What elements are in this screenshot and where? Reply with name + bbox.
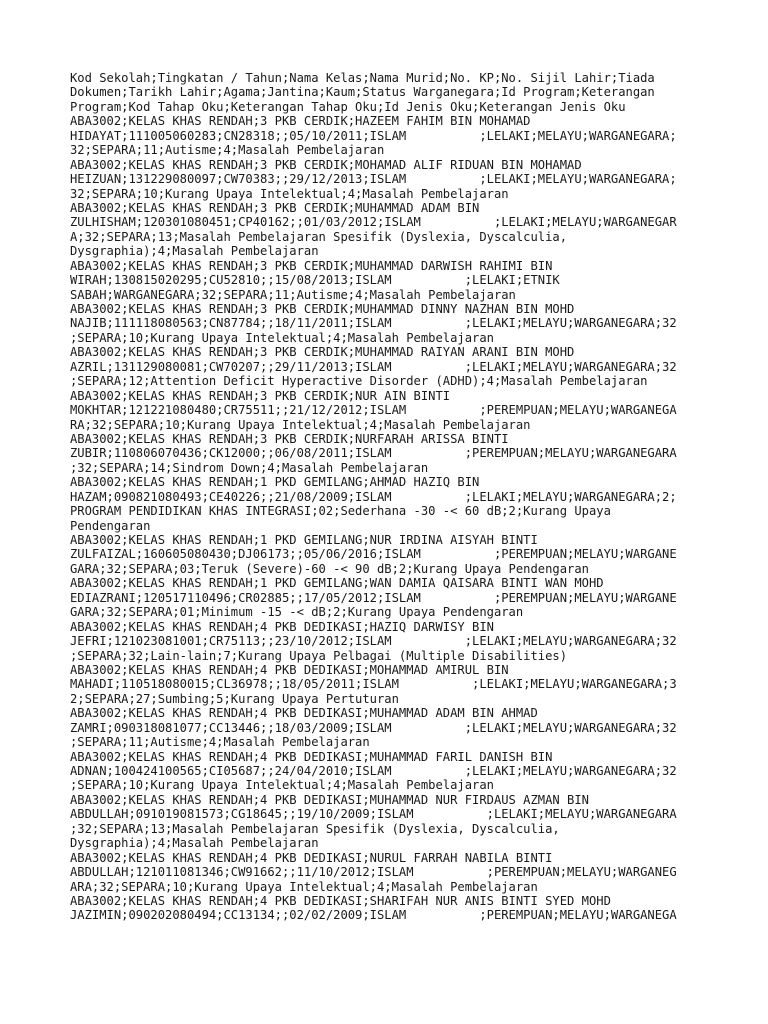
text-line: ;SEPARA;10;Kurang Upaya Intelektual;4;Masalah Pembelajaran — [70, 330, 494, 345]
text-line: ABA3002;KELAS KHAS RENDAH;3 PKB CERDIK;MOHAMAD ALIF RIDUAN BIN MOHAMAD — [70, 157, 582, 172]
text-line: ABA3002;KELAS KHAS RENDAH;4 PKB DEDIKASI;HAZIQ DARWISY BIN — [70, 619, 494, 634]
text-line: ABA3002;KELAS KHAS RENDAH;4 PKB DEDIKASI;SHARIFAH NUR ANIS BINTI SYED MOHD — [70, 893, 611, 908]
text-line: JAZIMIN;090202080494;CC13134;;02/02/2009;ISLAM ;PEREMPUAN;MELAYU;WARGANEGA — [70, 908, 677, 923]
text-line: ABDULLAH;121011081346;CW91662;;11/10/2012;ISLAM ;PEREMPUAN;MELAYU;WARGANEG — [70, 865, 677, 880]
text-line: Dysgraphia);4;Masalah Pembelajaran — [70, 836, 319, 851]
text-line: ABA3002;KELAS KHAS RENDAH;1 PKD GEMILANG;AHMAD HAZIQ BIN — [70, 475, 480, 490]
text-line: ;SEPARA;32;Lain-lain;7;Kurang Upaya Pelbagai (Multiple Disabilities) — [70, 648, 568, 663]
text-line: ABA3002;KELAS KHAS RENDAH;1 PKD GEMILANG;NUR IRDINA AISYAH BINTI — [70, 533, 538, 547]
text-line: ABA3002;KELAS KHAS RENDAH;3 PKB CERDIK;MUHAMMAD DINNY NAZHAN BIN MOHD — [70, 302, 575, 316]
text-line: EDIAZRANI;120517110496;CR02885;;17/05/2012;ISLAM ;PEREMPUAN;MELAYU;WARGANE — [70, 590, 677, 605]
text-line: AZRIL;131129080081;CW70207;;29/11/2013;ISLAM ;LELAKI;MELAYU;WARGANEGARA;32 — [70, 359, 677, 374]
text-line: ADNAN;100424100565;CI05687;;24/04/2010;ISLAM ;LELAKI;MELAYU;WARGANEGARA;32 — [70, 764, 677, 778]
text-line: ;SEPARA;10;Kurang Upaya Intelektual;4;Masalah Pembelajaran — [70, 778, 494, 793]
text-line: ;SEPARA;11;Autisme;4;Masalah Pembelajaran — [70, 735, 370, 750]
text-line: ABA3002;KELAS KHAS RENDAH;1 PKD GEMILANG;WAN DAMIA QAISARA BINTI WAN MOHD — [70, 576, 604, 591]
text-line: ;32;SEPARA;14;Sindrom Down;4;Masalah Pembelajaran — [70, 460, 429, 475]
text-line: A;32;SEPARA;13;Masalah Pembelajaran Spesifik (Dyslexia, Dyscalculia, — [70, 229, 568, 244]
text-line: Dokumen;Tarikh Lahir;Agama;Jantina;Kaum;Status Warganegara;Id Program;Keterangan — [70, 85, 655, 100]
text-line: ABA3002;KELAS KHAS RENDAH;3 PKB CERDIK;NURFARAH ARISSA BINTI — [70, 431, 509, 446]
text-line: ABA3002;KELAS KHAS RENDAH;4 PKB DEDIKASI;NURUL FARRAH NABILA BINTI — [70, 850, 553, 865]
text-line: ABA3002;KELAS KHAS RENDAH;4 PKB DEDIKASI;MUHAMMAD ADAM BIN AHMAD — [70, 706, 538, 721]
text-line: ZAMRI;090318081077;CC13446;;18/03/2009;ISLAM ;LELAKI;MELAYU;WARGANEGARA;32 — [70, 720, 677, 735]
text-line: ABA3002;KELAS KHAS RENDAH;4 PKB DEDIKASI;MUHAMMAD FARIL DANISH BIN — [70, 749, 553, 764]
text-line: ABA3002;KELAS KHAS RENDAH;3 PKB CERDIK;MUHAMMAD DARWISH RAHIMI BIN — [70, 258, 553, 273]
text-line: MOKHTAR;121221080480;CR75511;;21/12/2012;ISLAM ;PEREMPUAN;MELAYU;WARGANEGA — [70, 403, 677, 418]
text-line: 32;SEPARA;11;Autisme;4;Masalah Pembelajaran — [70, 143, 385, 158]
text-line: ABA3002;KELAS KHAS RENDAH;3 PKB CERDIK;HAZEEM FAHIM BIN MOHAMAD — [70, 114, 531, 129]
text-line: Kod Sekolah;Tingkatan / Tahun;Nama Kelas;Nama Murid;No. KP;No. Sijil Lahir;Tiada — [70, 71, 655, 85]
text-line: ABDULLAH;091019081573;CG18645;;19/10/2009;ISLAM ;LELAKI;MELAYU;WARGANEGARA — [70, 807, 677, 822]
text-line: ABA3002;KELAS KHAS RENDAH;3 PKB CERDIK;NUR AIN BINTI — [70, 388, 451, 403]
text-line: ABA3002;KELAS KHAS RENDAH;3 PKB CERDIK;MUHAMMAD ADAM BIN — [70, 200, 480, 215]
text-line: HEIZUAN;131229080097;CW70383;;29/12/2013;ISLAM ;LELAKI;MELAYU;WARGANEGARA; — [70, 172, 677, 187]
text-line: SABAH;WARGANEGARA;32;SEPARA;11;Autisme;4;Masalah Pembelajaran — [70, 287, 516, 302]
text-line: ;SEPARA;12;Attention Deficit Hyperactive Disorder (ADHD);4;Masalah Pembelajaran — [70, 374, 648, 389]
text-line: 2;SEPARA;27;Sumbing;5;Kurang Upaya Pertuturan — [70, 691, 399, 706]
text-line: JEFRI;121023081001;CR75113;;23/10/2012;ISLAM ;LELAKI;MELAYU;WARGANEGARA;32 — [70, 634, 677, 649]
text-line: Pendengaran — [70, 518, 151, 533]
text-line: PROGRAM PENDIDIKAN KHAS INTEGRASI;02;Sederhana -30 -< 60 dB;2;Kurang Upaya — [70, 504, 611, 519]
text-line: WIRAH;130815020295;CU52810;;15/08/2013;ISLAM ;LELAKI;ETNIK — [70, 273, 560, 288]
text-line: ;32;SEPARA;13;Masalah Pembelajaran Spesifik (Dyslexia, Dyscalculia, — [70, 821, 560, 836]
text-line: MAHADI;110518080015;CL36978;;18/05/2011;ISLAM ;LELAKI;MELAYU;WARGANEGARA;3 — [70, 677, 677, 692]
text-line: GARA;32;SEPARA;01;Minimum -15 -< dB;2;Kurang Upaya Pendengaran — [70, 605, 524, 620]
text-line: ABA3002;KELAS KHAS RENDAH;3 PKB CERDIK;MUHAMMAD RAIYAN ARANI BIN MOHD — [70, 345, 575, 360]
text-line: ZULHISHAM;120301080451;CP40162;;01/03/2012;ISLAM ;LELAKI;MELAYU;WARGANEGAR — [70, 215, 677, 230]
text-line: ARA;32;SEPARA;10;Kurang Upaya Intelektual;4;Masalah Pembelajaran — [70, 879, 538, 894]
text-line: HIDAYAT;111005060283;CN28318;;05/10/2011;ISLAM ;LELAKI;MELAYU;WARGANEGARA; — [70, 128, 677, 143]
text-line: HAZAM;090821080493;CE40226;;21/08/2009;ISLAM ;LELAKI;MELAYU;WARGANEGARA;2; — [70, 489, 677, 504]
text-line: ZUBIR;110806070436;CK12000;;06/08/2011;ISLAM ;PEREMPUAN;MELAYU;WARGANEGARA — [70, 446, 677, 461]
csv-text-block — [70, 71, 760, 923]
text-line: ABA3002;KELAS KHAS RENDAH;4 PKB DEDIKASI;MOHAMMAD AMIRUL BIN — [70, 662, 509, 677]
text-line: 32;SEPARA;10;Kurang Upaya Intelektual;4;Masalah Pembelajaran — [70, 186, 509, 201]
text-line: GARA;32;SEPARA;03;Teruk (Severe)-60 -< 90 dB;2;Kurang Upaya Pendengaran — [70, 561, 589, 576]
text-line: Program;Kod Tahap Oku;Keterangan Tahap Oku;Id Jenis Oku;Keterangan Jenis Oku — [70, 99, 626, 114]
text-line: RA;32;SEPARA;10;Kurang Upaya Intelektual;4;Masalah Pembelajaran — [70, 417, 531, 432]
text-line: NAJIB;111118080563;CN87784;;18/11/2011;ISLAM ;LELAKI;MELAYU;WARGANEGARA;32 — [70, 316, 677, 331]
text-line: Dysgraphia);4;Masalah Pembelajaran — [70, 244, 319, 259]
text-line: ABA3002;KELAS KHAS RENDAH;4 PKB DEDIKASI;MUHAMMAD NUR FIRDAUS AZMAN BIN — [70, 792, 589, 807]
text-line: ZULFAIZAL;160605080430;DJ06173;;05/06/2016;ISLAM ;PEREMPUAN;MELAYU;WARGANE — [70, 547, 677, 562]
